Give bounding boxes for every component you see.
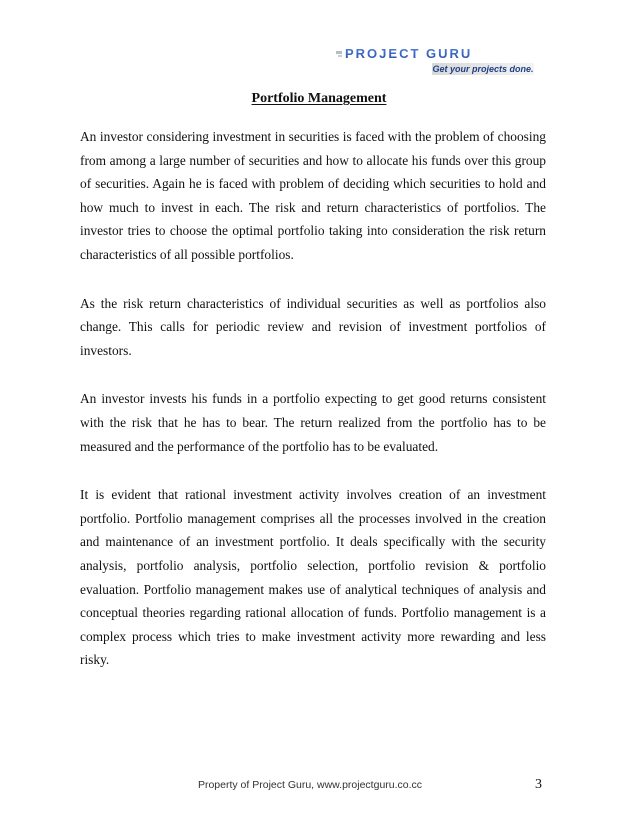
document-body [80,125,546,697]
paragraph-3: An investor invests his funds in a portfolio expecting to get good returns consistent with the risk that he has to bear. The return realized from the portfolio has to be measured and the performance of the portfolio has to be evaluated. [80,391,546,454]
footer-text: Property of Project Guru, www.projectguru.co.cc [197,779,423,791]
logo-text: PROJECT GURU [345,46,473,60]
logo-tagline: Get your projects done. [432,64,534,74]
logo-wordmark [336,46,536,60]
page-number: 3 [535,777,542,792]
page-footer [0,777,638,797]
page-title: Portfolio Management [251,91,387,106]
paragraph-4: It is evident that rational investment activity involves creation of an investment portfolio. Portfolio management comprises all the processes involved in the creation and maintenance of an investment portfolio. It deals specifically with the security analysis, portfolio analysis, portfolio selection, portfolio revision & portfolio evaluation. Portfolio management makes use of analytical techniques of analysis and conceptual theories regarding rational allocation of funds. Portfolio management is a complex process which tries to make investment activity more rewarding and less risky. [80,487,546,668]
paragraph-1: An investor considering investment in securities is faced with the problem of choosing from among a large number of securities and how to allocate his funds over this group of securities. Again he is faced with problem of deciding which securities to hold and how much to invest in each. The risk and return characteristics of portfolios. The investor tries to choose the optimal portfolio taking into consideration the risk return characteristics of all possible portfolios. [80,129,546,262]
paragraph-2: As the risk return characteristics of individual securities as well as portfolios also change. This calls for periodic review and revision of investment portfolios of investors. [80,295,546,358]
project-guru-logo [336,44,536,76]
